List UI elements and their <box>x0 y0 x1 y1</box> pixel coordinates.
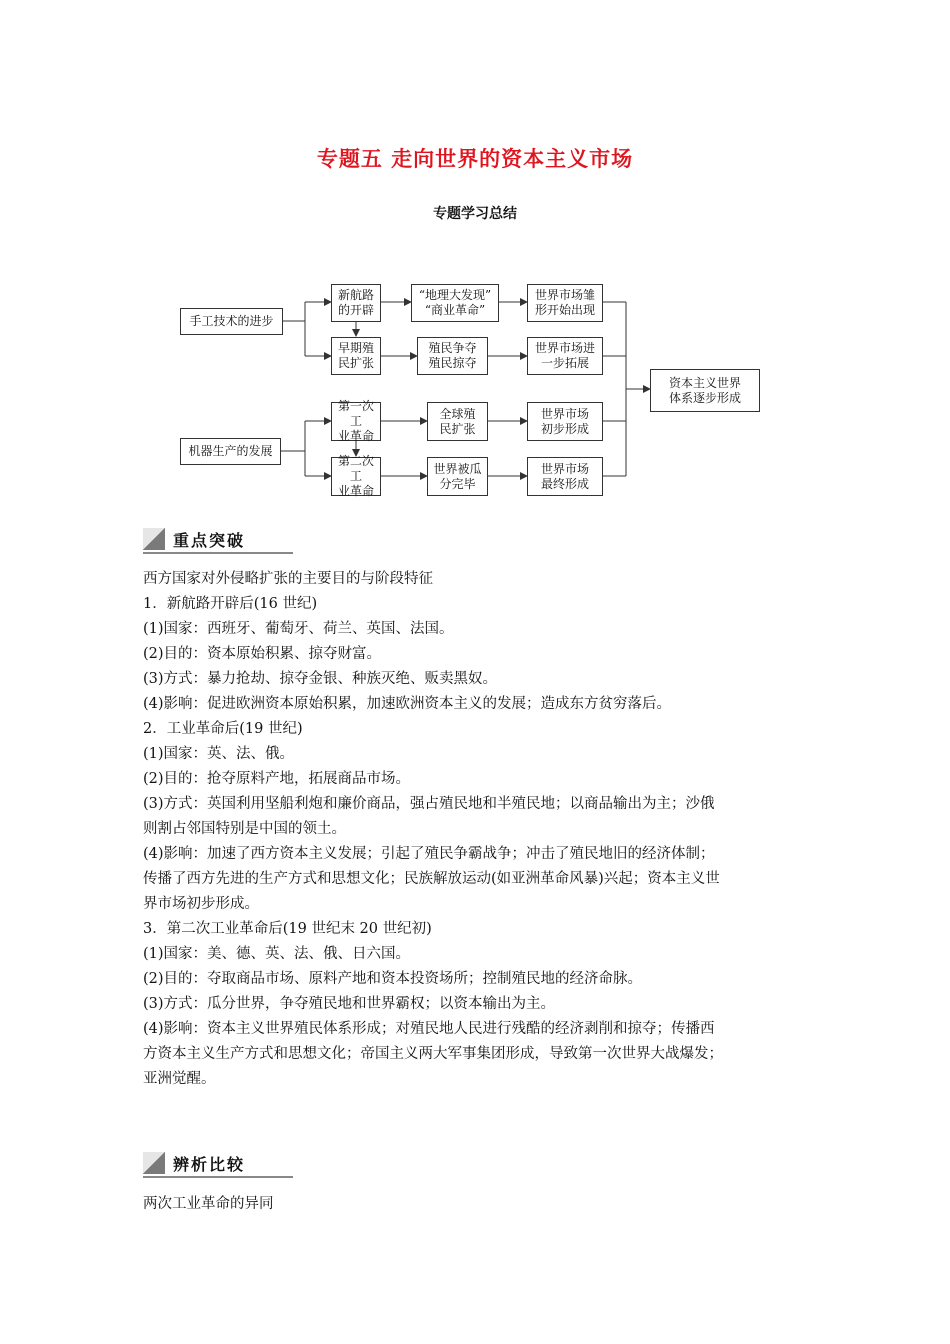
page-subtitle: 专题学习总结 <box>433 206 517 222</box>
text-line: (1)国家：美、德、英、法、俄、日六国。 <box>143 946 411 962</box>
text-line: 界市场初步形成。 <box>143 896 259 912</box>
market-embryo-line1: 世界市场雏 <box>534 288 595 302</box>
colonial-fight-line1: 殖民争夺 <box>428 341 477 355</box>
geo-discovery-box <box>411 284 499 322</box>
text-line: 传播了西方先进的生产方式和思想文化；民族解放运动(如亚洲革命风暴)兴起；资本主义世 <box>143 871 720 887</box>
world-divided-box <box>427 457 488 496</box>
text-line: 1．新航路开辟后(16 世纪) <box>143 596 318 612</box>
market-expand-box <box>527 337 603 375</box>
new-route-box <box>331 284 381 322</box>
market-initial-line2: 初步形成 <box>540 421 589 436</box>
machine-label: 机器生产的发展 <box>188 444 273 458</box>
market-final-line2: 最终形成 <box>540 476 589 491</box>
text-line: 方资本主义生产方式和思想文化；帝国主义两大军事集团形成，导致第一次世界大战爆发； <box>143 1046 723 1062</box>
page-title: 专题五 走向世界的资本主义市场 <box>316 147 634 171</box>
market-embryo-line2: 形开始出现 <box>534 303 595 317</box>
system-line1: 资本主义世界 <box>668 375 741 390</box>
early-colonial-box <box>331 337 381 375</box>
text-line: (2)目的：抢夺原料产地，拓展商品市场。 <box>143 771 411 787</box>
ir2-line2: 业革命 <box>337 484 374 498</box>
global-colonial-line2: 民扩张 <box>439 421 476 436</box>
ir2-line1: 第二次工 <box>337 454 374 483</box>
new-route-line1: 新航路 <box>337 288 374 302</box>
market-expand-line2: 一步拓展 <box>540 356 589 370</box>
colonial-fight-box <box>417 337 488 375</box>
section-title: 辨析比较 <box>173 1155 246 1174</box>
text-line: 3．第二次工业革命后(19 世纪末 20 世纪初) <box>143 921 432 937</box>
global-colonial-box <box>427 402 488 441</box>
colonial-fight-line2: 殖民掠夺 <box>428 356 477 370</box>
text-line: (4)影响：加速了西方资本主义发展；引起了殖民争霸战争；冲击了殖民地旧的经济体制； <box>143 846 715 862</box>
text-line: (1)国家：英、法、俄。 <box>143 746 295 762</box>
text-line: (4)影响：促进欧洲资本原始积累，加速欧洲资本主义的发展；造成东方贫穷落后。 <box>143 696 672 712</box>
early-colonial-line2: 民扩张 <box>337 356 374 370</box>
early-colonial-line1: 早期殖 <box>337 341 374 355</box>
market-initial-line1: 世界市场 <box>540 406 589 421</box>
ir1-line1: 第一次工 <box>337 399 374 428</box>
text-line: (1)国家：西班牙、葡萄牙、荷兰、英国、法国。 <box>143 621 454 637</box>
text-line: 亚洲觉醒。 <box>143 1071 216 1087</box>
market-final-line1: 世界市场 <box>540 461 589 476</box>
global-colonial-line1: 全球殖 <box>439 406 476 421</box>
footer-text <box>143 1192 823 1217</box>
text-line: 西方国家对外侵略扩张的主要目的与阶段特征 <box>143 571 433 587</box>
handicraft-box <box>180 308 283 335</box>
section-marker-icon <box>143 1152 165 1174</box>
system-line2: 体系逐步形成 <box>668 390 741 405</box>
body-text <box>143 567 823 1092</box>
world-divided-line1: 世界被瓜 <box>433 461 482 476</box>
world-divided-line2: 分完毕 <box>439 476 476 491</box>
system-box <box>650 369 760 412</box>
market-embryo-box <box>527 284 603 322</box>
section-marker-icon <box>143 528 165 550</box>
ir1-line2: 业革命 <box>337 429 374 443</box>
text-line: 则割占邻国特别是中国的领土。 <box>143 821 346 837</box>
new-route-line2: 的开辟 <box>337 303 374 317</box>
text-line: 2．工业革命后(19 世纪) <box>143 721 303 737</box>
handicraft-label: 手工技术的进步 <box>189 314 274 328</box>
text-line: (2)目的：资本原始积累、掠夺财富。 <box>143 646 382 662</box>
text-line: (3)方式：暴力抢劫、掠夺金银、种族灭绝、贩卖黑奴。 <box>143 671 498 687</box>
ir1-box <box>331 399 381 443</box>
text-line: (3)方式：瓜分世界，争夺殖民地和世界霸权；以资本输出为主。 <box>143 996 556 1012</box>
geo-discovery-line1: “地理大发现” <box>418 288 492 302</box>
market-final-box <box>527 457 603 496</box>
diagram-connectors <box>0 0 950 520</box>
section-header-key-points <box>143 526 293 554</box>
text-line: (2)目的：夺取商品市场、原料产地和资本投资场所；控制殖民地的经济命脉。 <box>143 971 643 987</box>
market-expand-line1: 世界市场进 <box>534 341 595 355</box>
section-title: 重点突破 <box>173 531 246 550</box>
machine-box <box>180 438 281 465</box>
text-line: (4)影响：资本主义世界殖民体系形成；对殖民地人民进行残酷的经济剥削和掠夺；传播西 <box>143 1021 715 1037</box>
ir2-box <box>331 454 381 498</box>
market-initial-box <box>527 402 603 441</box>
text-line: (3)方式：英国利用坚船利炮和廉价商品，强占殖民地和半殖民地；以商品输出为主；沙俄 <box>143 796 715 812</box>
text-line: 两次工业革命的异同 <box>143 1196 274 1212</box>
section-header-comparison <box>143 1150 293 1178</box>
geo-discovery-line2: “商业革命” <box>424 303 486 317</box>
